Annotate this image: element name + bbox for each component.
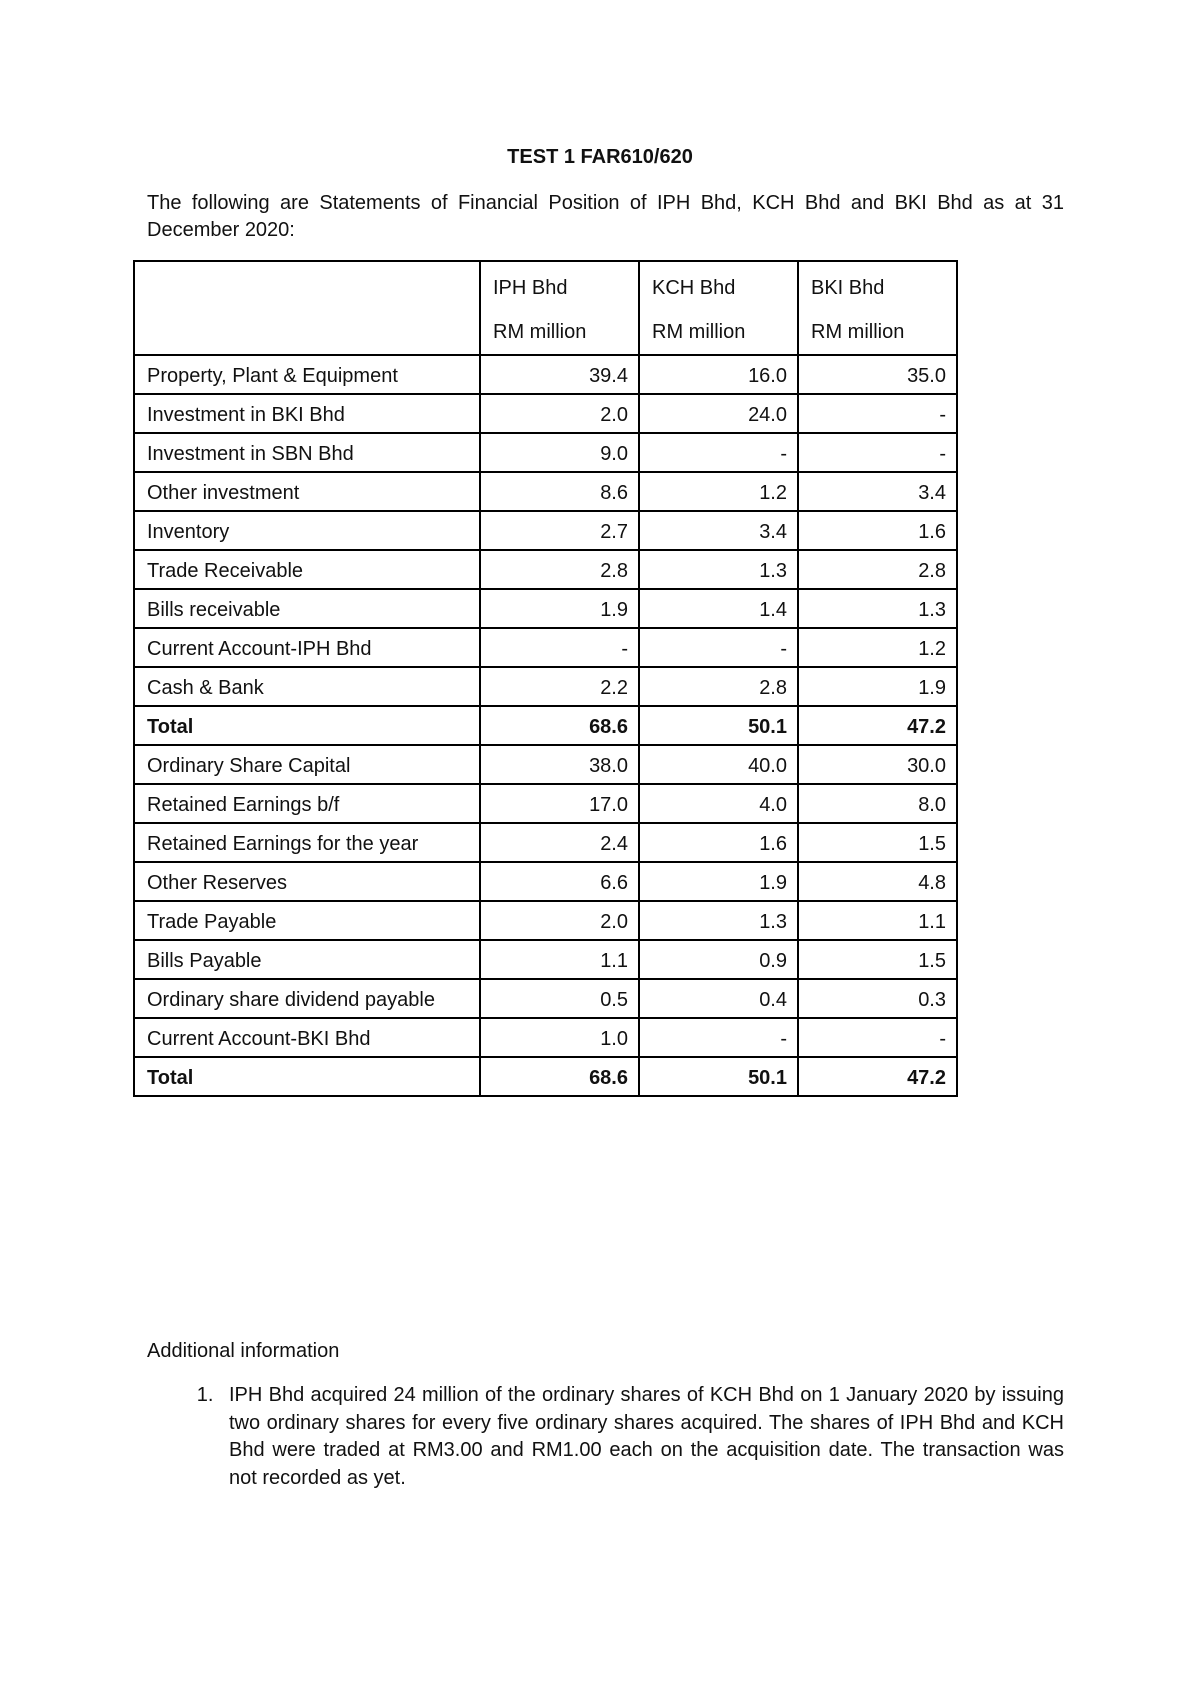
row-label: Total [134,706,480,745]
row-label: Ordinary share dividend payable [134,979,480,1018]
column-name: IPH Bhd [493,277,568,299]
value-cell: 2.8 [798,550,957,589]
value-cell: 0.4 [639,979,798,1018]
value-cell: - [798,394,957,433]
value-cell: 1.9 [798,667,957,706]
row-label: Current Account-BKI Bhd [134,1018,480,1057]
value-cell: 2.7 [480,511,639,550]
value-cell: - [639,628,798,667]
value-cell: 1.0 [480,1018,639,1057]
column-unit: RM million [811,321,905,343]
header-blank-cell [134,261,480,355]
intro-paragraph: The following are Statements of Financial Position of IPH Bhd, KCH Bhd and BKI Bhd as at 31 December 2020: [147,192,1064,241]
row-label: Trade Payable [134,901,480,940]
additional-info-list [147,1382,1064,1492]
value-cell: 1.9 [639,862,798,901]
row-label: Inventory [134,511,480,550]
value-cell: 2.0 [480,394,639,433]
value-cell: 1.1 [798,901,957,940]
row-label: Total [134,1057,480,1096]
total-row [134,1057,957,1096]
value-cell: 1.9 [480,589,639,628]
value-cell: 50.1 [639,1057,798,1096]
value-cell: 24.0 [639,394,798,433]
column-name: BKI Bhd [811,277,885,299]
value-cell: 47.2 [798,706,957,745]
value-cell: 50.1 [639,706,798,745]
value-cell: 1.3 [639,550,798,589]
value-cell: 0.5 [480,979,639,1018]
page-title: TEST 1 FAR610/620 [507,146,693,168]
value-cell: - [480,628,639,667]
row-label: Current Account-IPH Bhd [134,628,480,667]
value-cell: 47.2 [798,1057,957,1096]
table-row [134,784,957,823]
column-header-kch [639,261,798,355]
value-cell: 1.2 [639,472,798,511]
value-cell: 1.4 [639,589,798,628]
row-label: Other investment [134,472,480,511]
value-cell: 40.0 [639,745,798,784]
value-cell: 38.0 [480,745,639,784]
row-label: Property, Plant & Equipment [134,355,480,394]
value-cell: 68.6 [480,1057,639,1096]
column-header-bki [798,261,957,355]
table-row [134,862,957,901]
row-label: Retained Earnings for the year [134,823,480,862]
value-cell: 1.3 [798,589,957,628]
value-cell: 2.4 [480,823,639,862]
row-label: Bills receivable [134,589,480,628]
row-label: Ordinary Share Capital [134,745,480,784]
value-cell: 39.4 [480,355,639,394]
value-cell: 0.9 [639,940,798,979]
table-row [134,979,957,1018]
table-row [134,901,957,940]
list-item: 1. IPH Bhd acquired 24 million of the ordinary shares of KCH Bhd on 1 January 2020 by issuing two ordinary shares for every five ordinary shares acquired. The shares of IPH Bhd and KCH Bhd were traded at RM3.00 and RM1.00 each on the acquisition date. The transaction was not recorded as yet. [219,1382,1064,1492]
table-header-row [134,261,957,355]
value-cell: - [798,1018,957,1057]
row-label: Retained Earnings b/f [134,784,480,823]
table-row [134,628,957,667]
table-row [134,355,957,394]
value-cell: 17.0 [480,784,639,823]
additional-info-heading: Additional information [147,1340,340,1362]
table-row [134,433,957,472]
total-row [134,706,957,745]
table-row [134,745,957,784]
value-cell: 2.8 [480,550,639,589]
table-row [134,511,957,550]
row-label: Bills Payable [134,940,480,979]
value-cell: 1.2 [798,628,957,667]
table-row [134,940,957,979]
value-cell: - [639,1018,798,1057]
value-cell: 8.6 [480,472,639,511]
value-cell: - [798,433,957,472]
row-label: Investment in BKI Bhd [134,394,480,433]
value-cell: 6.6 [480,862,639,901]
value-cell: 4.0 [639,784,798,823]
value-cell: 3.4 [798,472,957,511]
value-cell: 3.4 [639,511,798,550]
value-cell: - [639,433,798,472]
value-cell: 4.8 [798,862,957,901]
value-cell: 1.6 [798,511,957,550]
value-cell: 9.0 [480,433,639,472]
table-row [134,472,957,511]
column-header-iph [480,261,639,355]
value-cell: 1.1 [480,940,639,979]
row-label: Cash & Bank [134,667,480,706]
row-label: Trade Receivable [134,550,480,589]
value-cell: 2.2 [480,667,639,706]
value-cell: 16.0 [639,355,798,394]
table-row [134,1018,957,1057]
financial-position-table [133,260,958,1097]
table-row [134,550,957,589]
column-unit: RM million [652,321,746,343]
value-cell: 8.0 [798,784,957,823]
value-cell: 68.6 [480,706,639,745]
table-row [134,589,957,628]
value-cell: 35.0 [798,355,957,394]
row-label: Investment in SBN Bhd [134,433,480,472]
value-cell: 30.0 [798,745,957,784]
value-cell: 1.5 [798,823,957,862]
value-cell: 2.8 [639,667,798,706]
table-row [134,823,957,862]
row-label: Other Reserves [134,862,480,901]
column-name: KCH Bhd [652,277,736,299]
value-cell: 0.3 [798,979,957,1018]
table-row [134,394,957,433]
value-cell: 1.3 [639,901,798,940]
column-unit: RM million [493,321,587,343]
value-cell: 1.5 [798,940,957,979]
value-cell: 2.0 [480,901,639,940]
value-cell: 1.6 [639,823,798,862]
table-row [134,667,957,706]
